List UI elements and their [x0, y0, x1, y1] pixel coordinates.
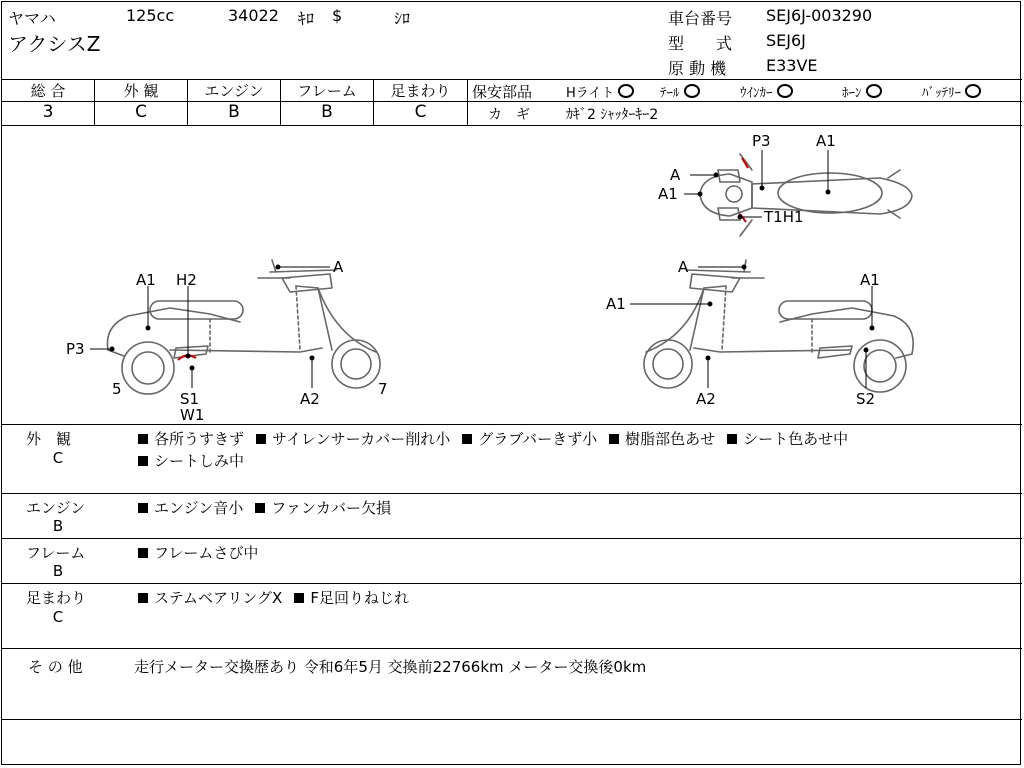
detail-exterior-items [138, 428, 860, 449]
list-item: ファンカバー欠損 [255, 499, 391, 517]
label-top-a1: A1 [816, 132, 836, 150]
list-item: 各所うすきず [138, 430, 244, 448]
label-top-a: A [670, 166, 681, 184]
detail-engine-grade: B [52, 517, 64, 535]
bullet-square-icon [256, 434, 266, 444]
maker: ヤマハ [8, 9, 56, 28]
displacement: 125cc [126, 6, 175, 25]
mileage: 34022 [228, 6, 279, 25]
list-item: グラブバーきず小 [462, 430, 597, 448]
grade-header-exterior: 外 観 [123, 82, 159, 100]
safety-item-horn: ﾎｰﾝ [842, 82, 882, 101]
handle-cover-left [282, 274, 332, 292]
frame-no: SEJ6J-003290 [766, 6, 873, 25]
label-top-t1h1: T1H1 [764, 208, 804, 226]
label-left-p3: P3 [66, 340, 85, 358]
label-left-s1: S1 [180, 390, 200, 408]
detail-frame-items [138, 542, 270, 563]
label-left-5: 5 [112, 380, 122, 398]
currency: $ [332, 6, 343, 25]
detail-exterior-items-2 [138, 450, 256, 471]
engine-value: E33VE [766, 56, 818, 75]
ok-circle-icon [866, 84, 882, 98]
front-wheel-right [644, 340, 692, 388]
grade-value-exterior: C [135, 102, 147, 122]
grade-header-frame: フレーム [297, 82, 357, 100]
ok-circle-icon [965, 84, 981, 98]
label-left-a2: A2 [300, 390, 320, 408]
label-left-a1: A1 [136, 271, 156, 289]
grade-header-overall: 総 合 [30, 82, 66, 100]
safety-item-winker: ｳｲﾝｶｰ [740, 82, 793, 101]
label-left-7: 7 [378, 380, 388, 398]
label-top-p3: P3 [752, 132, 771, 150]
grade-header-suspension: 足まわり [390, 82, 451, 100]
rear-wheel-right [854, 340, 906, 392]
detail-suspension-grade: C [52, 608, 64, 626]
detail-suspension-items [138, 587, 421, 608]
key-value: ｶｷﾞ2 ｼｬｯﾀｰｷｰ2 [566, 107, 659, 123]
list-item: F足回りねじれ [294, 589, 409, 607]
list-item: ステムベアリングX [138, 589, 282, 607]
seat-left [150, 301, 243, 319]
grade-value-overall: 3 [42, 102, 54, 122]
label-right-s2: S2 [856, 390, 876, 408]
color: ｼﾛ [394, 9, 411, 28]
detail-exterior-grade: C [52, 449, 64, 467]
detail-other-label: そ の 他 [28, 658, 83, 676]
front-shield-right [690, 286, 726, 350]
seat-right [779, 301, 872, 319]
detail-other-text: 走行メーター交換歴あり 令和6年5月 交換前22766km メーター交換後0km [134, 658, 647, 676]
model-name: アクシスZ [8, 32, 101, 56]
front-wheel [332, 340, 380, 388]
bullet-square-icon [138, 593, 148, 603]
safety-item-tail: ﾃｰﾙ [660, 82, 700, 101]
type-value: SEJ6J [766, 31, 806, 50]
label-right-a: A [678, 258, 689, 276]
label-left-w1: W1 [180, 406, 205, 424]
ok-circle-icon [684, 84, 700, 98]
bullet-square-icon [294, 593, 304, 603]
mileage-unit: ｷﾛ [298, 9, 315, 28]
grade-value-frame: B [321, 102, 333, 122]
handle-cover-right [690, 274, 740, 292]
label-left-a: A [333, 258, 344, 276]
bullet-square-icon [138, 434, 148, 444]
bullet-square-icon [255, 503, 265, 513]
detail-frame-grade: B [52, 562, 64, 580]
front-shield-left [296, 286, 332, 350]
grade-header-engine: エンジン [204, 82, 264, 100]
ok-circle-icon [618, 84, 634, 98]
bullet-square-icon [138, 456, 148, 466]
label-top-a1-left: A1 [658, 185, 678, 203]
type-label: 型 式 [668, 34, 733, 53]
label-right-a1-top: A1 [606, 295, 626, 313]
grade-value-engine: B [228, 102, 240, 122]
bullet-square-icon [138, 503, 148, 513]
detail-suspension-label: 足まわり [26, 589, 87, 607]
label-left-h2: H2 [176, 271, 197, 289]
label-right-a1: A1 [860, 271, 880, 289]
list-item: シート色あせ中 [727, 430, 848, 448]
list-item: フレームさび中 [138, 544, 258, 562]
bullet-square-icon [138, 548, 148, 558]
safety-item-battery: ﾊﾞｯﾃﾘｰ [922, 82, 981, 101]
list-item: エンジン音小 [138, 499, 243, 517]
safety-label: 保安部品 [472, 83, 533, 101]
list-item: 樹脂部色あせ [609, 430, 715, 448]
list-item: サイレンサーカバー削れ小 [256, 430, 450, 448]
rear-body-left [107, 308, 240, 350]
frame-no-label: 車台番号 [668, 9, 733, 28]
safety-item-headlight: Hライト [566, 82, 634, 101]
label-right-a2: A2 [696, 390, 716, 408]
scooter-diagram [0, 126, 1022, 424]
grade-value-suspension: C [414, 102, 427, 122]
bullet-square-icon [462, 434, 472, 444]
detail-exterior-label: 外 観 [26, 430, 72, 448]
ok-circle-icon [777, 84, 793, 98]
bullet-square-icon [609, 434, 619, 444]
bullet-square-icon [727, 434, 737, 444]
rear-wheel [122, 342, 174, 394]
detail-engine-label: エンジン [26, 499, 86, 517]
detail-engine-items [138, 497, 403, 518]
key-label: カ ギ [488, 107, 530, 123]
list-item: シートしみ中 [138, 452, 244, 470]
engine-label: 原 動 機 [668, 59, 727, 78]
detail-frame-label: フレーム [26, 544, 86, 562]
